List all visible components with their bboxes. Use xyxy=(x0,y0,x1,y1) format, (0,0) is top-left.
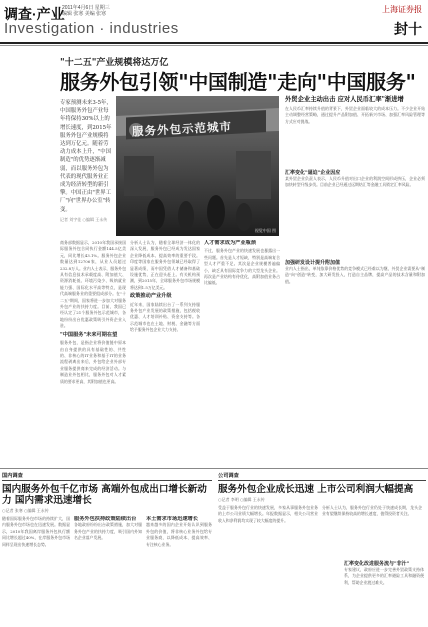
edition-label: 封十 xyxy=(394,21,422,37)
bottom-right-col-2: 分析人士认为，服务外包行业仍处于快速成长期，龙头企业有望继续保持较高的增长速度，值得投资者关注。 xyxy=(322,505,422,517)
sidebar-text-2: 某外贸企业负责人表示，人民币升值对出口企业的利润空间形成挤压，企业必须加快转型升级步伐。目前企业已经通过远期结汇等金融工具锁定汇率风险。 xyxy=(285,176,425,188)
bottom-left-text-1: 随着国际服务外包市场的持续扩大，国内服务外包市场也在迅速发展。数据显示，2010年我国离岸服务外包执行额同比增长超过40%，在岸服务外包市场同样呈现出快速增长态势。 xyxy=(2,516,70,547)
column-2-text-2: 近年来，国家陆续出台了一系列支持服务外包产业发展的政策措施，包括税收优惠、人才培训补贴、资金支持等。各示范城市也在土地、财税、金融等方面给予服务外包企业大力支持。 xyxy=(130,301,200,333)
sidebar-text-3: 业内人士指出，单纯依靠价格优势的竞争模式已经难以为继，外贸企业需要从"制造"向"创造"转变，加大研发投入，打造自主品牌，提高产品的技术含量和附加值。 xyxy=(285,266,425,284)
bottom-left-col-2 xyxy=(74,516,142,621)
column-2-subhead: 政策推动产业升级 xyxy=(130,293,172,300)
bottom-left-byline: ○记者 张寒 ○编辑 王永传 xyxy=(2,508,49,513)
section-divider xyxy=(0,468,428,469)
article-column-3 xyxy=(204,240,280,465)
bottom-left-col-1 xyxy=(2,516,70,621)
feature-headline: 服务外包引领"中国制造"走向"中国服务" xyxy=(60,70,416,94)
bottom-right-col-1: 受益于服务外包行业的快速发展，多家从事服务外包业务的上市公司业绩大幅增长。年报数据显示，相关公司营业收入和净利润均实现了较大幅度的提升。 xyxy=(218,505,318,523)
sidebar-continuation xyxy=(344,560,424,620)
sidebar-article xyxy=(285,96,425,466)
photo-graphic xyxy=(116,96,279,236)
bottom-right-rule xyxy=(218,480,426,481)
photo-caption: 视觉中国 图 xyxy=(254,228,276,233)
feature-byline: 记者 刘宇佳 ○编辑 王永传 xyxy=(60,216,108,222)
sidebar-text-1: 在人民币汇率持续升值的背景下，外贸企业面临较大的成本压力。不少企业开始主动调整经营策略，通过提升产品附加值、开拓新兴市场、加强汇率风险管理等方式应对挑战。 xyxy=(285,106,425,124)
sidebar-title: 外贸企业主动出击 应对人民币汇率"渐进增 xyxy=(285,96,404,103)
bottom-left-col-3 xyxy=(146,516,212,621)
column-3-subhead: 人才需求成为产业瓶颈 xyxy=(204,240,256,246)
bottom-left-subhead-1: 服务外包扶持政策陆续出台 xyxy=(74,516,137,522)
bottom-left-label: 国内调查 xyxy=(2,473,23,479)
bottom-left-rule xyxy=(2,480,212,481)
column-1-text-2: 服务外包，是指企业将价值链中原本由自身提供的具有基础性的、共性的、非核心的IT业务和基于IT的业务流程剥离出来后，外包给企业外部专业服务提供商来完成的经济活动。与制造业外包相比，服务外包对人才素质的要求更高，其附加值也更高。 xyxy=(60,340,126,384)
feature-kicker: "十二五"产业规模将达万亿 xyxy=(60,58,169,68)
section-title-en: Investigation · industries xyxy=(4,20,179,37)
column-2-text: 分析人士认为，随着全球经济一体化的深入发展，服务外包已经成为发达国家企业降低成本、提高效率的重要手段。印度等国家在服务外包领域已经取得了显著成绩，而中国凭借人才储备和基础设施优势，正在迎头赶上。有关机构预测，到2015年，全球服务外包市场规模将达到1.5万亿美元。 xyxy=(130,240,200,290)
masthead-rule-thin xyxy=(0,45,428,46)
bottom-left-text-3: 越来越多的国内企业开始认识到服务外包的价值，将非核心业务外包给专业服务商，以降低成本、提高效率、专注核心业务。 xyxy=(146,522,212,547)
bottom-left-text-2: 各地政府纷纷出台政策措施，加大对服务外包产业的扶持力度，吸引国内外知名企业落户发展。 xyxy=(74,522,142,541)
section-title-cn: 调查·产业 xyxy=(4,6,65,22)
issue-date: 2011年4月6日 星期三 xyxy=(62,5,110,11)
sidebar-subhead-2: 加强研发设计提升附加值 xyxy=(285,260,341,266)
article-column-2 xyxy=(130,240,200,465)
bottom-right-byline: ○记者 李明 ○编辑 王永传 xyxy=(218,497,265,502)
issue-editor: 编辑 张寒 美编 张寒 xyxy=(62,11,107,17)
sidebar-subhead-3: 汇率变化改进服务流与"非汁" xyxy=(344,561,410,567)
masthead xyxy=(0,0,428,46)
bottom-left-article xyxy=(2,472,212,622)
issue-meta xyxy=(62,5,110,17)
bottom-left-subhead-2: 本土需求市场迅速增长 xyxy=(146,516,198,522)
column-1-text: 商务部数据显示，2010年我国承接国际服务外包合同执行金额144.5亿美元，同比增长43.1%。服务外包企业数量达到12706家，从业人员超过232.8万人。业内人士表示，服务外包具有信息技术承载度高、附加值大、资源消耗低、环境污染少、吸纳就业能力强、国际化水平高等特点，是现代高端服务业的重要组成部分。在"十二五"期间，国家将进一步加大对服务外包产业的扶持力度。目前，我国已经认定了21个服务外包示范城市，各地纷纷出台优惠政策吸引外资企业入驻。 xyxy=(60,240,126,329)
column-3-text: 不过，服务外包产业的快速发展也暴露出一些问题。首先是人才短缺，特别是高端复合型人才严重不足。其次是企业规模普遍偏小，缺乏具有国际竞争力的大型龙头企业。再次是产业结构有待优化，高附加值业务占比偏低。 xyxy=(204,248,280,286)
column-1-subhead: "中国服务"未来可期在望 xyxy=(60,331,118,338)
article-column-1 xyxy=(60,240,126,465)
masthead-rule xyxy=(0,42,428,44)
photo-sign: 服务外包示范城市 xyxy=(131,119,233,139)
sidebar-subhead-1: 汇率变化"逼迫"企业因应 xyxy=(285,170,341,176)
feature-photo xyxy=(116,96,279,236)
newspaper-name: 上海证券报 xyxy=(382,5,422,14)
bottom-right-headline: 服务外包企业成长迅速 上市公司利润大幅提高 xyxy=(218,484,414,495)
sidebar-text-4: 专家建议，政府应进一步完善外贸政策支持体系，为企业提供更多的汇率避险工具和融资便利，帮助企业渡过难关。 xyxy=(344,567,424,585)
bottom-left-headline: 国内服务外包千亿市场 高端外包成出口增长新动力 国内需求迅速增长 xyxy=(2,484,207,506)
lead-text: 专家预测未来3-5年，中国服务外包产业每年将保持30%以上的增长速度，到2015年服务外包产业规模将达到万亿元。随着劳动力成本上升，"中国制造"的优势逐渐减弱，而以服务外包为代表的现代服务业正成为经济转型的新引擎。中国正由"世界工厂"向"世界办公室"转变。 xyxy=(60,100,112,213)
bottom-right-label: 公司调查 xyxy=(218,473,239,479)
